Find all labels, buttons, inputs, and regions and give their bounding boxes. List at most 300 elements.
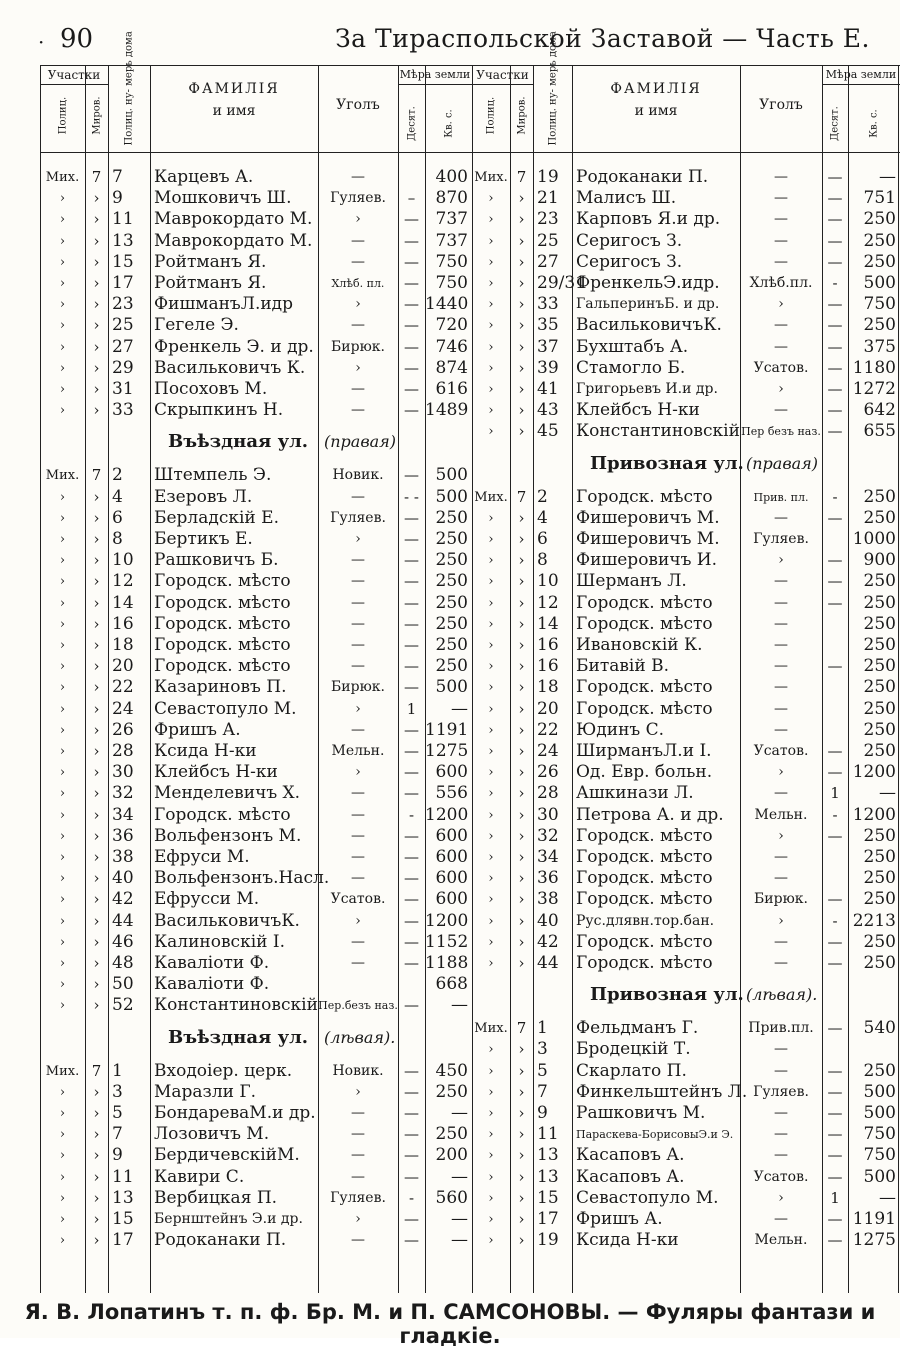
corner: › bbox=[355, 700, 361, 717]
house-number: 36 bbox=[112, 825, 134, 846]
R-section-title: Привозная ул. bbox=[590, 984, 744, 1006]
sq-sazheni: 737 bbox=[435, 230, 468, 251]
corner: › bbox=[778, 764, 784, 781]
house-number: 29 bbox=[112, 357, 134, 378]
desyatiny: — bbox=[404, 593, 419, 612]
house-number: 1 bbox=[112, 1060, 123, 1081]
sq-sazheni: — bbox=[451, 1209, 468, 1229]
owner-name: Городск. мѣсто bbox=[576, 592, 713, 613]
police-district: › bbox=[488, 382, 494, 397]
corner: — bbox=[351, 1105, 365, 1121]
owner-name: Лозовичъ М. bbox=[154, 1124, 270, 1145]
corner: › bbox=[355, 531, 361, 547]
desyatiny: — bbox=[827, 380, 843, 398]
police-district: › bbox=[59, 553, 66, 569]
R-entry-row bbox=[0, 1103, 900, 1124]
corner: — bbox=[774, 785, 788, 802]
owner-name: Менделевичъ Х. bbox=[154, 783, 301, 804]
sq-sazheni: 750 bbox=[435, 251, 468, 272]
corner: — bbox=[774, 955, 788, 971]
police-district: › bbox=[59, 850, 66, 865]
police-district: › bbox=[59, 191, 66, 207]
owner-name: Езеровъ Л. bbox=[154, 486, 253, 507]
police-district: › bbox=[488, 574, 494, 590]
sq-sazheni: 1200 bbox=[852, 762, 896, 783]
house-number: 3 bbox=[112, 1081, 123, 1102]
civil-district: › bbox=[518, 231, 525, 250]
house-number: 28 bbox=[112, 741, 134, 761]
house-number: 16 bbox=[112, 613, 134, 634]
desyatiny: — bbox=[404, 678, 419, 697]
sq-sazheni: 600 bbox=[435, 825, 468, 846]
corner: — bbox=[774, 190, 788, 207]
sq-sazheni: 250 bbox=[863, 315, 896, 336]
civil-district: › bbox=[518, 1231, 525, 1250]
R-desyat-head: Десят. bbox=[829, 106, 841, 141]
house-number: 17 bbox=[112, 273, 134, 293]
desyatiny: — bbox=[404, 380, 419, 398]
owner-name: Бухштабъ А. bbox=[576, 336, 689, 357]
corner: › bbox=[778, 296, 784, 313]
corner: Усатов. bbox=[753, 359, 809, 376]
corner: Бирюк. bbox=[754, 891, 808, 908]
corner: — bbox=[351, 933, 365, 950]
owner-name: Входоіер. церк. bbox=[154, 1060, 293, 1081]
sq-sazheni: 250 bbox=[435, 550, 468, 571]
L-mirov-head: Миров. bbox=[91, 96, 102, 135]
police-district: › bbox=[488, 595, 494, 611]
owner-name: Фельдманъ Г. bbox=[576, 1018, 699, 1039]
L-section-side: (правая) bbox=[324, 432, 397, 452]
civil-district: › bbox=[518, 742, 525, 760]
police-district: › bbox=[59, 254, 66, 270]
owner-name: Маразли Г. bbox=[154, 1081, 257, 1102]
sq-sazheni: 751 bbox=[863, 188, 896, 209]
house-number: 2 bbox=[112, 465, 123, 486]
desyatiny: — bbox=[827, 337, 843, 356]
sq-sazheni: 900 bbox=[863, 550, 896, 571]
police-district: › bbox=[488, 1190, 494, 1206]
sq-sazheni: — bbox=[451, 1230, 468, 1251]
corner: — bbox=[351, 785, 365, 802]
R-section-title: Привозная ул. bbox=[590, 452, 744, 474]
sq-sazheni: 250 bbox=[863, 931, 896, 952]
sq-sazheni: 250 bbox=[863, 825, 896, 846]
sq-sazheni: 1152 bbox=[425, 931, 469, 952]
civil-district: › bbox=[93, 954, 100, 972]
sq-sazheni: 750 bbox=[863, 1124, 896, 1145]
corner: — bbox=[774, 1041, 788, 1058]
desyatiny: — bbox=[404, 210, 419, 229]
sq-sazheni: 616 bbox=[435, 379, 468, 399]
house-number: 48 bbox=[112, 953, 134, 973]
police-district: › bbox=[488, 956, 494, 971]
corner: — bbox=[351, 402, 365, 419]
house-number: 46 bbox=[112, 931, 134, 952]
house-number: 43 bbox=[537, 400, 559, 421]
corner: — bbox=[351, 870, 365, 887]
sq-sazheni: 600 bbox=[435, 889, 468, 910]
R-entry-row bbox=[0, 1230, 900, 1251]
police-district: › bbox=[488, 532, 494, 547]
corner: Усатов. bbox=[753, 743, 809, 759]
owner-name: Городск. мѣсто bbox=[576, 847, 713, 867]
desyatiny: — bbox=[827, 826, 843, 845]
owner-name: Шерманъ Л. bbox=[576, 571, 687, 592]
civil-district: › bbox=[93, 996, 100, 1015]
sq-sazheni: 500 bbox=[863, 1081, 896, 1102]
desyatiny: — bbox=[827, 1146, 843, 1165]
sq-sazheni: 250 bbox=[435, 1081, 468, 1102]
R-familia-head: ФАМИЛІЯ и имя bbox=[610, 81, 702, 119]
desyatiny: — bbox=[404, 466, 419, 485]
police-district: › bbox=[488, 680, 494, 696]
sq-sazheni: 1191 bbox=[425, 719, 469, 740]
desyatiny: — bbox=[404, 530, 419, 548]
civil-district: › bbox=[93, 1231, 100, 1250]
house-number: 20 bbox=[537, 698, 559, 719]
sq-sazheni: — bbox=[879, 783, 896, 804]
police-district: › bbox=[488, 1084, 494, 1100]
owner-name: Севастопуло М. bbox=[576, 1187, 719, 1208]
corner: — bbox=[774, 573, 788, 590]
civil-district: › bbox=[518, 380, 525, 398]
desyatiny: — bbox=[827, 1125, 843, 1144]
police-district: › bbox=[488, 1212, 494, 1227]
R-entry-row bbox=[0, 400, 900, 421]
house-number: 50 bbox=[112, 974, 134, 995]
house-number: 40 bbox=[537, 910, 559, 931]
civil-district: › bbox=[518, 1082, 525, 1101]
corner: — bbox=[774, 317, 788, 334]
police-district: › bbox=[488, 913, 494, 929]
house-number: 2 bbox=[537, 486, 548, 507]
police-district: › bbox=[59, 765, 66, 781]
house-number: 10 bbox=[537, 571, 559, 592]
police-district: › bbox=[59, 956, 66, 971]
police-district: › bbox=[59, 807, 66, 823]
civil-district: › bbox=[518, 274, 525, 292]
civil-district: › bbox=[518, 826, 525, 845]
corner: — bbox=[351, 573, 365, 590]
civil-district: › bbox=[518, 720, 525, 739]
desyatiny: — bbox=[404, 720, 419, 739]
sq-sazheni: 500 bbox=[863, 1103, 896, 1123]
police-district: Мих. bbox=[45, 170, 80, 185]
civil-district: › bbox=[93, 337, 100, 356]
corner: — bbox=[351, 806, 365, 823]
police-district: › bbox=[488, 553, 494, 569]
R-mera-head: Мѣра земли bbox=[825, 68, 897, 81]
sq-sazheni: 250 bbox=[863, 486, 896, 507]
corner: — bbox=[774, 1126, 788, 1143]
desyatiny: — bbox=[404, 274, 419, 292]
house-number: 9 bbox=[537, 1103, 548, 1123]
corner: — bbox=[774, 1147, 788, 1164]
corner: › bbox=[778, 1189, 784, 1206]
house-number: 15 bbox=[112, 1209, 134, 1229]
desyatiny: — bbox=[827, 508, 843, 527]
owner-name: Городск. мѣсто bbox=[154, 592, 291, 613]
sq-sazheni: 250 bbox=[863, 209, 896, 230]
owner-name: Родоканаки П. bbox=[576, 167, 709, 187]
sq-sazheni: 400 bbox=[435, 167, 468, 187]
civil-district: › bbox=[518, 1040, 525, 1059]
owner-name: Каваліоти Ф. bbox=[154, 953, 270, 973]
owner-name: Ефруси М. bbox=[154, 847, 250, 867]
sq-sazheni: 250 bbox=[435, 656, 468, 677]
sq-sazheni: 1188 bbox=[425, 953, 469, 973]
owner-name: Ефрусси М. bbox=[154, 889, 260, 910]
sq-sazheni: 250 bbox=[863, 251, 896, 272]
corner: — bbox=[351, 552, 365, 569]
corner: — bbox=[351, 1168, 365, 1185]
corner: Усатов. bbox=[753, 1168, 809, 1185]
R-entry-row bbox=[0, 1061, 900, 1082]
corner: › bbox=[355, 1211, 361, 1227]
corner: › bbox=[355, 1083, 361, 1100]
house-number: 34 bbox=[537, 847, 559, 867]
R-section-side: (правая) bbox=[746, 453, 819, 473]
desyatiny: — bbox=[404, 932, 419, 951]
police-district: › bbox=[59, 1212, 66, 1227]
police-district: › bbox=[488, 828, 494, 844]
corner: — bbox=[774, 1062, 788, 1079]
civil-district: › bbox=[518, 1125, 525, 1144]
sq-sazheni: 250 bbox=[863, 953, 896, 973]
sq-sazheni: 250 bbox=[435, 529, 468, 549]
police-district: › bbox=[488, 233, 494, 249]
owner-name: Городск. мѣсто bbox=[576, 698, 713, 719]
sq-sazheni: 1200 bbox=[425, 910, 469, 931]
civil-district: › bbox=[518, 869, 525, 888]
sq-sazheni: 250 bbox=[435, 592, 468, 613]
house-number: 25 bbox=[537, 230, 559, 251]
police-district: › bbox=[488, 424, 494, 440]
police-district: › bbox=[59, 233, 66, 249]
desyatiny: - bbox=[832, 911, 838, 930]
desyatiny: — bbox=[404, 890, 419, 909]
police-district: › bbox=[488, 871, 494, 887]
corner: — bbox=[351, 1232, 365, 1249]
corner: — bbox=[774, 933, 788, 950]
house-number: 33 bbox=[112, 400, 134, 421]
desyatiny: - bbox=[832, 805, 838, 824]
civil-district: › bbox=[93, 487, 100, 506]
civil-district: › bbox=[93, 720, 100, 739]
L-mera-head: Мѣра земли bbox=[399, 68, 471, 81]
civil-district: › bbox=[518, 890, 525, 909]
table-top-line bbox=[40, 65, 900, 66]
owner-name: ВасильковичъК. bbox=[154, 910, 300, 931]
house-number: 36 bbox=[537, 868, 559, 889]
owner-name: БердичевскійМ. bbox=[154, 1145, 300, 1166]
sq-sazheni: 250 bbox=[863, 698, 896, 719]
owner-name: Малисъ Ш. bbox=[576, 188, 677, 209]
police-district: › bbox=[488, 339, 494, 355]
R-entry-row bbox=[0, 167, 900, 188]
sq-sazheni: 250 bbox=[863, 230, 896, 251]
sq-sazheni: 1180 bbox=[852, 357, 896, 378]
R-entry-row bbox=[0, 720, 900, 741]
civil-district: › bbox=[93, 975, 100, 994]
R-entry-row bbox=[0, 762, 900, 783]
corner: Мельн. bbox=[754, 806, 808, 823]
owner-name: Рус.длявн.тор.бан. bbox=[576, 912, 715, 929]
desyatiny: - bbox=[832, 487, 838, 506]
desyatiny: — bbox=[404, 231, 419, 250]
police-district: › bbox=[59, 532, 66, 547]
owner-name: Бернштейнъ Э.и др. bbox=[154, 1211, 303, 1227]
sq-sazheni: 655 bbox=[863, 421, 896, 442]
owner-name: Городск. мѣсто bbox=[576, 677, 713, 698]
corner: — bbox=[774, 1105, 788, 1121]
sq-sazheni: 1489 bbox=[425, 400, 469, 421]
civil-district: › bbox=[93, 358, 100, 377]
R-polic-head: Полиц. bbox=[485, 96, 497, 135]
sq-sazheni: 870 bbox=[435, 188, 468, 209]
corner: Хлѣб. пл. bbox=[331, 277, 385, 290]
house-number: 1 bbox=[537, 1018, 548, 1039]
police-district: › bbox=[488, 191, 494, 207]
sq-sazheni: 737 bbox=[435, 209, 468, 230]
house-number: 3 bbox=[537, 1039, 548, 1060]
desyatiny: — bbox=[404, 252, 419, 271]
owner-name: Ксида Н-ки bbox=[154, 741, 257, 761]
owner-name: Касаповъ А. bbox=[576, 1166, 685, 1187]
house-number: 5 bbox=[537, 1060, 548, 1081]
corner: Гуляев. bbox=[753, 531, 809, 547]
corner: — bbox=[774, 594, 788, 611]
R-entry-row bbox=[0, 252, 900, 273]
house-number: 13 bbox=[537, 1166, 559, 1187]
sq-sazheni: 250 bbox=[435, 635, 468, 655]
civil-district: › bbox=[93, 551, 100, 570]
house-number: 38 bbox=[112, 847, 134, 867]
R-entry-row bbox=[0, 932, 900, 953]
civil-district: › bbox=[518, 1146, 525, 1165]
civil-district: › bbox=[518, 593, 525, 612]
civil-district: › bbox=[518, 1210, 525, 1228]
police-district: › bbox=[59, 913, 66, 929]
sq-sazheni: 250 bbox=[863, 868, 896, 889]
sq-sazheni: 250 bbox=[863, 889, 896, 910]
owner-name: Ашкинази Л. bbox=[576, 783, 694, 804]
house-number: 16 bbox=[537, 635, 559, 655]
desyatiny: — bbox=[404, 1104, 419, 1122]
house-number: 37 bbox=[537, 336, 559, 357]
desyatiny: — bbox=[404, 954, 419, 972]
police-district: › bbox=[59, 977, 66, 993]
owner-name: Бертикъ Е. bbox=[154, 529, 253, 549]
corner: — bbox=[774, 338, 788, 355]
desyatiny: — bbox=[827, 422, 843, 441]
house-number: 52 bbox=[112, 995, 134, 1016]
civil-district: › bbox=[93, 593, 100, 612]
civil-district: › bbox=[518, 316, 525, 335]
house-number: 4 bbox=[537, 507, 548, 528]
owner-name: Маврокордато М. bbox=[154, 230, 313, 251]
owner-name: Фишеровичъ И. bbox=[576, 550, 718, 571]
desyatiny: — bbox=[404, 358, 419, 377]
owner-name: Касаповъ А. bbox=[576, 1145, 685, 1166]
owner-name: Клейбсъ Н-ки bbox=[576, 400, 700, 421]
civil-district: › bbox=[93, 252, 100, 271]
R-entry-row bbox=[0, 1124, 900, 1145]
desyatiny: — bbox=[827, 932, 843, 951]
police-district: › bbox=[59, 489, 66, 505]
R-entry-row bbox=[0, 421, 900, 442]
sq-sazheni: 500 bbox=[863, 273, 896, 293]
owner-name: Вольфензонъ М. bbox=[154, 825, 302, 846]
civil-district: › bbox=[518, 614, 525, 633]
sq-sazheni: 500 bbox=[435, 677, 468, 698]
civil-district: › bbox=[518, 784, 525, 803]
desyatiny: — bbox=[404, 316, 419, 335]
civil-district: › bbox=[518, 508, 525, 527]
house-number: 31 bbox=[112, 379, 134, 399]
house-number: 28 bbox=[537, 783, 559, 804]
police-district: › bbox=[59, 616, 66, 632]
corner: — bbox=[351, 1147, 365, 1164]
corner: — bbox=[351, 849, 365, 865]
civil-district: › bbox=[518, 295, 525, 314]
sq-sazheni: 642 bbox=[863, 400, 896, 421]
police-district: › bbox=[59, 360, 66, 376]
sq-sazheni: 556 bbox=[435, 783, 468, 804]
corner: Бирюк. bbox=[331, 679, 385, 696]
R-entry-row bbox=[0, 593, 900, 614]
corner: — bbox=[774, 232, 788, 249]
desyatiny: — bbox=[404, 742, 419, 760]
owner-name: Юдинъ С. bbox=[576, 719, 665, 740]
corner: Хлѣб.пл. bbox=[749, 275, 813, 291]
desyatiny: — bbox=[827, 316, 843, 335]
sq-sazheni: 1191 bbox=[852, 1209, 896, 1229]
civil-district: › bbox=[93, 1210, 100, 1228]
owner-name: Фишеровичъ М. bbox=[576, 507, 720, 528]
sq-sazheni: — bbox=[879, 1187, 896, 1208]
R-uchastki-head: Участки bbox=[476, 68, 529, 82]
owner-name: Константиновскій bbox=[154, 995, 318, 1016]
police-district: › bbox=[59, 212, 66, 228]
civil-district: › bbox=[518, 805, 525, 824]
L-ugol-head: Уголъ bbox=[336, 97, 380, 113]
police-district: › bbox=[59, 403, 66, 419]
police-district: › bbox=[59, 1148, 66, 1164]
desyatiny: — bbox=[827, 231, 843, 250]
desyatiny: — bbox=[827, 954, 843, 972]
house-number: 26 bbox=[537, 762, 559, 783]
corner: — bbox=[774, 211, 788, 228]
civil-district: › bbox=[93, 848, 100, 866]
owner-name: ГальперинъБ. и др. bbox=[576, 296, 720, 313]
R-entry-row bbox=[0, 805, 900, 826]
sq-sazheni: 720 bbox=[435, 315, 468, 336]
owner-name: Френкель Э. и др. bbox=[154, 336, 314, 357]
corner: — bbox=[351, 317, 365, 334]
corner: Гуляев. bbox=[753, 1083, 809, 1100]
police-district: › bbox=[59, 382, 66, 397]
sq-sazheni: 1440 bbox=[425, 294, 469, 315]
house-number: 17 bbox=[112, 1230, 134, 1251]
house-number: 24 bbox=[537, 741, 559, 761]
police-district: Мих. bbox=[474, 170, 508, 185]
R-entry-row bbox=[0, 911, 900, 932]
R-entry-row bbox=[0, 847, 900, 868]
owner-name: Гегеле Э. bbox=[154, 315, 239, 336]
civil-district: › bbox=[93, 1167, 100, 1186]
